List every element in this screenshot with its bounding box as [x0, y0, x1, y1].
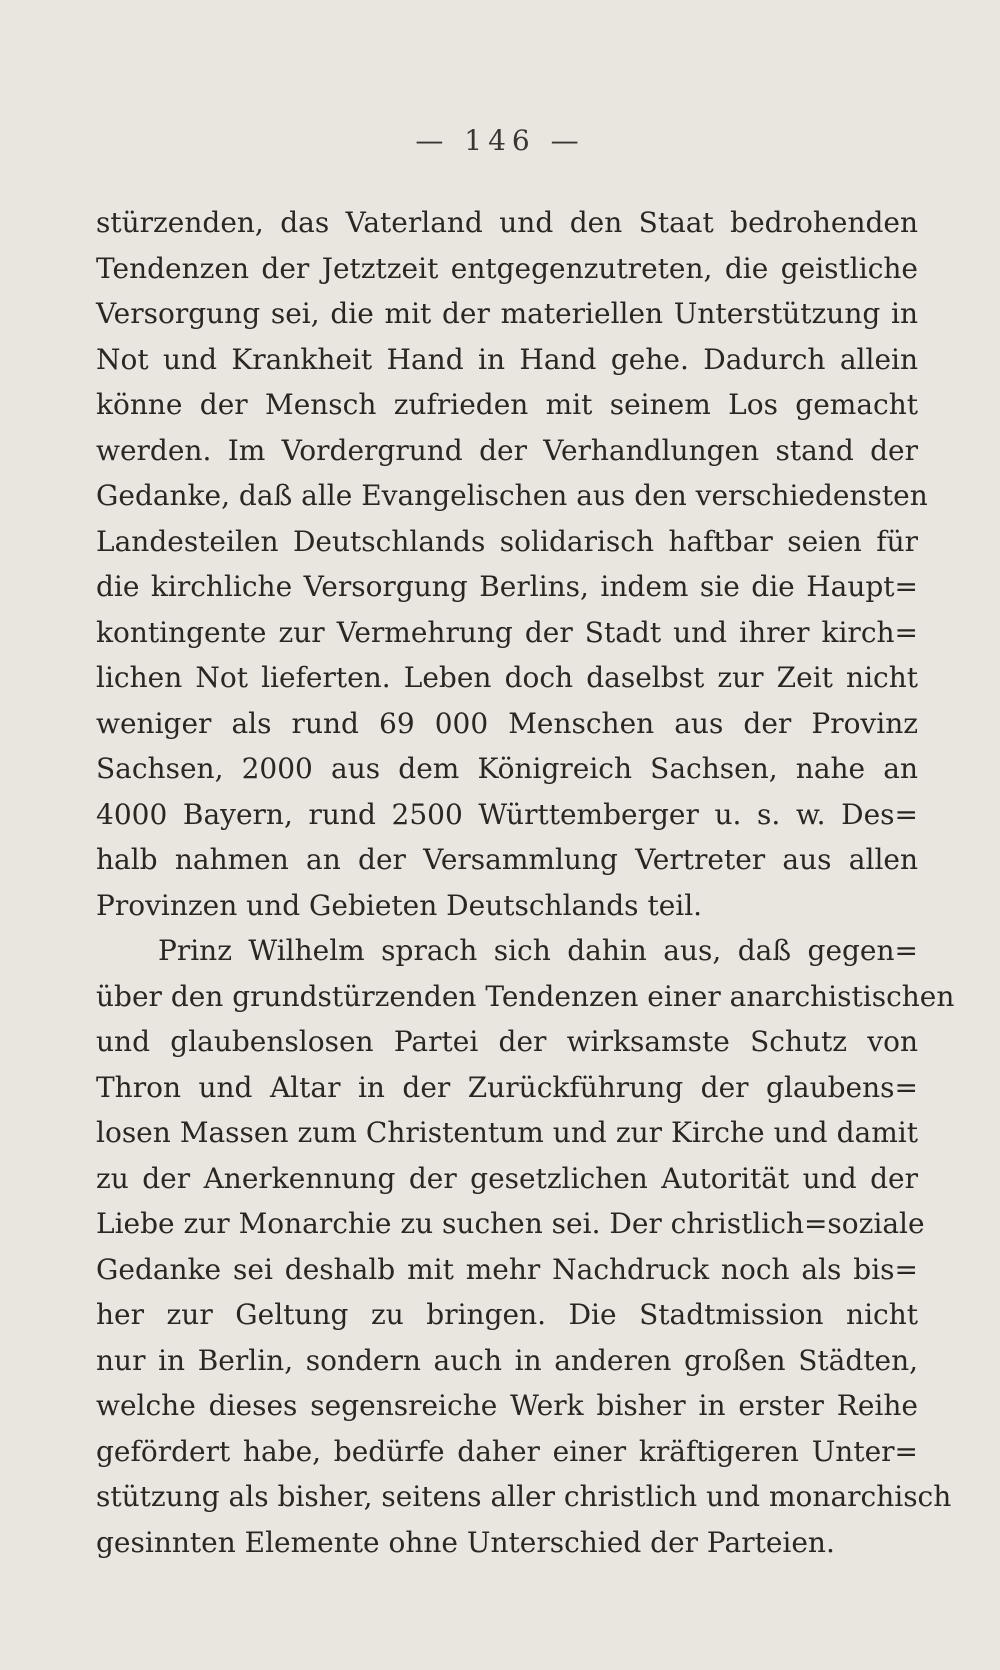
text-line: halb nahmen an der Versammlung Vertreter aus allen: [96, 843, 918, 876]
text-line: stützung als bisher, seitens aller christlich und monarchisch: [96, 1480, 952, 1513]
text-line: stürzenden, das Vaterland und den Staat bedrohenden: [96, 206, 918, 239]
body-text: [96, 200, 955, 1565]
text-line: Provinzen und Gebieten Deutschlands teil.: [96, 888, 703, 922]
text-line: Landesteilen Deutschlands solidarisch haftbar seien für: [96, 524, 918, 558]
text-line: Gedanke, daß alle Evangelischen aus den verschiedensten: [96, 479, 928, 512]
text-line: über den grundstürzenden Tendenzen einer anarchistischen: [96, 979, 955, 1013]
text-line: Not und Krankheit Hand in Hand gehe. Dadurch allein: [96, 342, 918, 376]
text-line: welche dieses segensreiche Werk bisher in erster Reihe: [96, 1389, 918, 1422]
text-line: 4000 Bayern, rund 2500 Württemberger u. s. w. Des=: [96, 797, 918, 831]
page-number: — 146 —: [415, 124, 585, 157]
text-line: Prinz Wilhelm sprach sich dahin aus, daß gegen=: [158, 934, 918, 967]
text-line: Thron und Altar in der Zurückführung der glaubens=: [96, 1070, 918, 1104]
text-line: gefördert habe, bedürfe daher einer kräftigeren Unter=: [96, 1434, 918, 1468]
text-line: Liebe zur Monarchie zu suchen sei. Der christlich=soziale: [96, 1207, 925, 1240]
paragraph-1: [96, 200, 928, 928]
text-line: zu der Anerkennung der gesetzlichen Autorität und der: [96, 1161, 918, 1195]
text-line: könne der Mensch zufrieden mit seinem Los gemacht: [96, 388, 918, 421]
text-line: Versorgung sei, die mit der materiellen Unterstützung in: [96, 297, 918, 330]
paragraph-2: [96, 928, 955, 1565]
text-line: lichen Not lieferten. Leben doch daselbst zur Zeit nicht: [96, 661, 918, 694]
text-line: her zur Geltung zu bringen. Die Stadtmission nicht: [96, 1298, 918, 1331]
text-line: nur in Berlin, sondern auch in anderen großen Städten,: [96, 1343, 918, 1377]
text-line: gesinnten Elemente ohne Unterschied der Parteien.: [96, 1525, 835, 1559]
text-line: weniger als rund 69 000 Menschen aus der Provinz: [96, 706, 918, 740]
text-line: Tendenzen der Jetztzeit entgegenzutreten, die geistliche: [96, 251, 918, 285]
text-line: Gedanke sei deshalb mit mehr Nachdruck noch als bis=: [96, 1252, 918, 1286]
text-line: kontingente zur Vermehrung der Stadt und ihrer kirch=: [96, 615, 918, 649]
text-line: losen Massen zum Christentum und zur Kirche und damit: [96, 1116, 918, 1149]
text-line: die kirchliche Versorgung Berlins, indem sie die Haupt=: [96, 570, 918, 603]
text-line: werden. Im Vordergrund der Verhandlungen stand der: [96, 433, 918, 467]
text-line: und glaubenslosen Partei der wirksamste Schutz von: [96, 1025, 918, 1058]
text-line: Sachsen, 2000 aus dem Königreich Sachsen, nahe an: [96, 752, 918, 785]
